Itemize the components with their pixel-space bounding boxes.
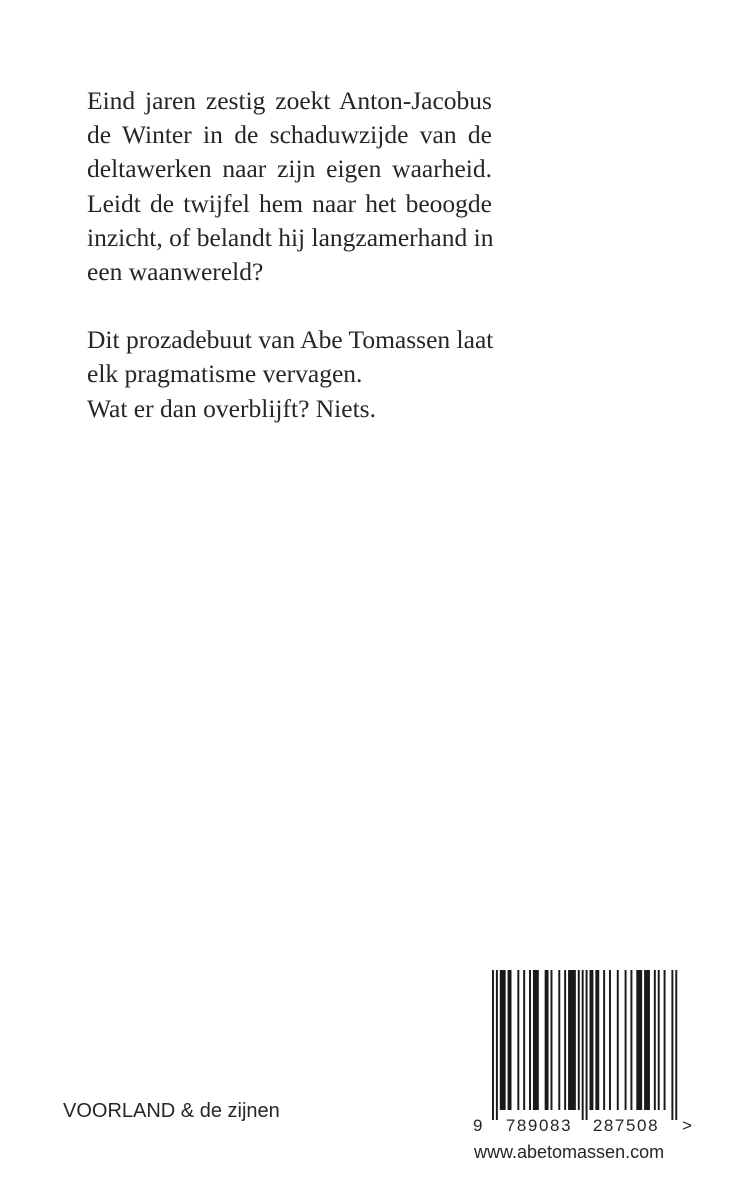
barcode-bar	[529, 970, 531, 1110]
barcode-left-digits: 789083	[505, 1116, 573, 1135]
barcode-bar	[523, 970, 525, 1110]
barcode-bar	[590, 970, 594, 1110]
barcode-guard-bar	[671, 970, 673, 1120]
barcode-bar	[625, 970, 627, 1110]
barcode-guard-bar	[675, 970, 677, 1120]
barcode-bar	[609, 970, 611, 1110]
barcode-bar	[617, 970, 619, 1110]
blurb-line: inzicht, of belandt hij langzamerhand in	[87, 222, 494, 252]
barcode-bar	[578, 970, 580, 1110]
blurb-line: Leidt de twijfel hem naar het beoogde	[87, 188, 492, 218]
barcode-guard-bar	[586, 970, 588, 1120]
barcode-bar	[568, 970, 576, 1110]
barcode-bar	[644, 970, 650, 1110]
barcode-bar	[636, 970, 642, 1110]
blurb-line: een waanwereld?	[87, 257, 264, 287]
barcode-bar	[658, 970, 660, 1110]
barcode-guard-bar	[582, 970, 584, 1120]
blurb-paragraph-1	[87, 84, 492, 289]
barcode-bar	[508, 970, 512, 1110]
barcode-bars	[492, 970, 677, 1120]
publisher-name: VOORLAND & de zijnen	[63, 1100, 280, 1122]
blurb-line: elk pragmatisme vervagen.	[87, 359, 363, 389]
barcode-bar	[630, 970, 632, 1110]
blurb-line: deltawerken naar zijn eigen waarheid.	[87, 154, 492, 184]
barcode-graphic	[473, 968, 698, 1138]
barcode-bar	[654, 970, 656, 1110]
barcode-bar	[551, 970, 553, 1110]
barcode-quiet-zone-mark: >	[682, 1116, 692, 1135]
barcode-guard-bar	[492, 970, 494, 1120]
blurb-line: Eind jaren zestig zoekt Anton-Jacobus	[87, 86, 492, 115]
barcode-bar	[603, 970, 605, 1110]
blurb-line: Wat er dan overblijft? Niets.	[87, 393, 376, 423]
blurb-line: de Winter in de schaduwzijde van de	[87, 120, 492, 150]
barcode-right-digits: 287508	[592, 1116, 660, 1135]
barcode-bar	[664, 970, 666, 1110]
barcode-bar	[545, 970, 549, 1110]
barcode-first-digit: 9	[473, 1116, 483, 1135]
blurb-paragraph-2	[87, 323, 492, 426]
author-website: www.abetomassen.com	[474, 1142, 665, 1162]
back-cover-blurb	[87, 84, 492, 460]
barcode-bar	[533, 970, 539, 1110]
barcode-guard-bar	[496, 970, 498, 1120]
isbn-barcode	[473, 968, 698, 1138]
barcode-bar	[595, 970, 599, 1110]
barcode-bar	[564, 970, 566, 1110]
barcode-bar	[558, 970, 560, 1110]
blurb-line: Dit prozadebuut van Abe Tomassen laat	[87, 325, 494, 355]
barcode-bar	[517, 970, 519, 1110]
barcode-bar	[500, 970, 506, 1110]
